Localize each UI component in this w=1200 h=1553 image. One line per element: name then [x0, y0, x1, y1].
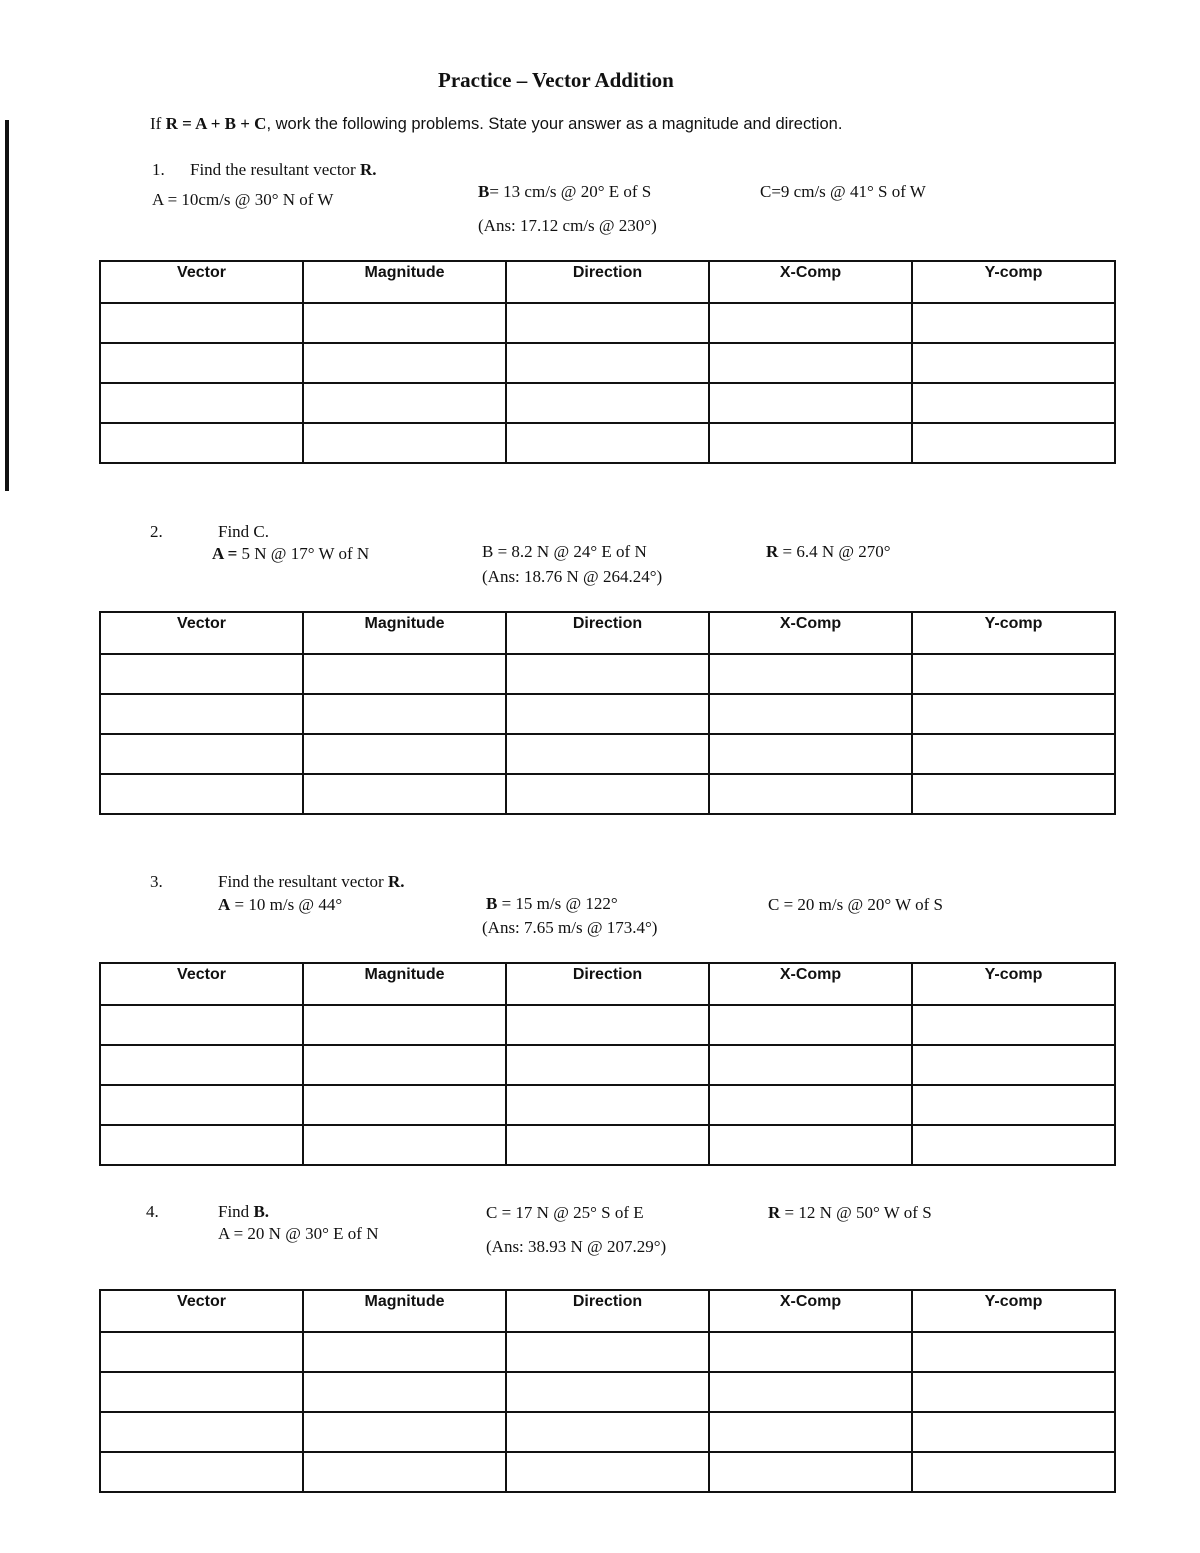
problem-4-vector-a-value: = 20 N @ 30° E of N: [229, 1224, 379, 1243]
problem-4-task-text: Find: [218, 1202, 254, 1221]
table-cell[interactable]: [709, 1005, 912, 1045]
problem-2-table: [99, 611, 1116, 815]
table-cell[interactable]: [709, 1125, 912, 1165]
problem-2-vector-a-label: A =: [212, 544, 238, 563]
table-cell[interactable]: [100, 694, 303, 734]
table-cell[interactable]: [506, 1332, 709, 1372]
header-x-comp: X-Comp: [709, 963, 912, 1005]
problem-4-task-bold: B.: [253, 1202, 270, 1221]
margin-mark-bottom: [5, 175, 9, 491]
table-cell[interactable]: [912, 1005, 1115, 1045]
table-row: [100, 734, 1115, 774]
problem-1-vector-a-value: = 10cm/s @ 30° N of W: [167, 190, 334, 209]
problem-4-number: 4.: [146, 1202, 159, 1221]
table-cell[interactable]: [506, 654, 709, 694]
header-direction: Direction: [506, 612, 709, 654]
problem-3-vector-c: [768, 895, 943, 915]
table-cell[interactable]: [506, 343, 709, 383]
problem-1-vector-c: [760, 182, 926, 202]
header-vector: Vector: [100, 261, 303, 303]
table-cell[interactable]: [303, 774, 506, 814]
problem-2-vector-b: [482, 542, 647, 562]
problem-2-vector-r-value: = 6.4 N @ 270°: [778, 542, 891, 561]
table-cell[interactable]: [709, 1085, 912, 1125]
problem-3-task: [218, 872, 405, 892]
problem-3-vector-a-value: = 10 m/s @ 44°: [230, 895, 343, 914]
table-cell[interactable]: [709, 303, 912, 343]
problem-3-task-bold: R.: [387, 872, 405, 891]
table-cell[interactable]: [709, 383, 912, 423]
problem-3-task-text: Find the resultant vector: [218, 872, 388, 891]
problem-4-vector-r-label: R: [768, 1203, 781, 1222]
table-cell[interactable]: [709, 1332, 912, 1372]
problem-1-task-bold: R.: [359, 160, 377, 179]
table-cell[interactable]: [303, 1005, 506, 1045]
problem-4-answer: (Ans: 38.93 N @ 207.29°): [486, 1237, 667, 1256]
table-cell[interactable]: [709, 1412, 912, 1452]
problem-1-vector-a-label: A: [152, 190, 164, 209]
header-magnitude: Magnitude: [303, 1290, 506, 1332]
problem-2-vector-a-value: 5 N @ 17° W of N: [237, 544, 370, 563]
table-cell[interactable]: [303, 1332, 506, 1372]
problem-4-vector-c: [486, 1203, 644, 1223]
table-cell[interactable]: [709, 343, 912, 383]
table-row: [100, 383, 1115, 423]
problem-2-answer: (Ans: 18.76 N @ 264.24°): [482, 567, 663, 586]
problem-1-vector-b-label: B: [478, 182, 490, 201]
table-cell[interactable]: [303, 423, 506, 463]
problem-1-vector-b-value: = 13 cm/s @ 20° E of S: [489, 182, 652, 201]
problem-3-vector-c-label: C: [768, 895, 780, 914]
problem-1-vector-c-label: C: [760, 182, 772, 201]
table-cell[interactable]: [303, 694, 506, 734]
problem-1-table: [99, 260, 1116, 464]
problem-4-vector-c-label: C: [486, 1203, 498, 1222]
table-cell[interactable]: [709, 654, 912, 694]
table-cell[interactable]: [912, 1412, 1115, 1452]
problem-1-answer: (Ans: 17.12 cm/s @ 230°): [478, 216, 657, 235]
header-vector: Vector: [100, 963, 303, 1005]
table-cell[interactable]: [912, 343, 1115, 383]
problem-4-vector-r: [768, 1203, 932, 1223]
table-row: [100, 1452, 1115, 1492]
table-cell[interactable]: [303, 303, 506, 343]
table-cell[interactable]: [303, 1085, 506, 1125]
table-cell[interactable]: [912, 303, 1115, 343]
table-cell[interactable]: [303, 1452, 506, 1492]
table-row: [100, 1372, 1115, 1412]
table-cell[interactable]: [506, 694, 709, 734]
problem-4-task: [218, 1202, 269, 1222]
problem-1-vector-a: [152, 190, 333, 210]
table-row: [100, 1045, 1115, 1085]
problem-3-vector-c-value: = 20 m/s @ 20° W of S: [779, 895, 943, 914]
table-cell[interactable]: [100, 774, 303, 814]
table-cell[interactable]: [506, 1452, 709, 1492]
header-direction: Direction: [506, 963, 709, 1005]
table-row: [100, 774, 1115, 814]
table-cell[interactable]: [100, 303, 303, 343]
problem-3-vector-b: [486, 894, 618, 914]
table-cell[interactable]: [100, 1085, 303, 1125]
table-cell[interactable]: [303, 1045, 506, 1085]
table-cell[interactable]: [709, 423, 912, 463]
table-cell[interactable]: [912, 774, 1115, 814]
table-cell[interactable]: [100, 1412, 303, 1452]
table-cell[interactable]: [100, 423, 303, 463]
table-header-row: [100, 261, 1115, 303]
problem-2-number: 2.: [150, 522, 163, 541]
header-direction: Direction: [506, 261, 709, 303]
table-cell[interactable]: [100, 383, 303, 423]
table-cell[interactable]: [506, 1125, 709, 1165]
table-cell[interactable]: [912, 694, 1115, 734]
header-magnitude: Magnitude: [303, 963, 506, 1005]
problem-3-number: 3.: [150, 872, 163, 891]
problem-3-table: [99, 962, 1116, 1166]
problem-3-vector-a: [218, 895, 342, 915]
problem-2-vector-a: [212, 544, 369, 564]
table-cell[interactable]: [100, 1125, 303, 1165]
table-cell[interactable]: [100, 343, 303, 383]
problem-2-vector-r-label: R: [766, 542, 779, 561]
table-row: [100, 343, 1115, 383]
table-cell[interactable]: [912, 1372, 1115, 1412]
table-row: [100, 654, 1115, 694]
table-cell[interactable]: [303, 654, 506, 694]
table-cell[interactable]: [506, 383, 709, 423]
problem-2-vector-r: [766, 542, 891, 562]
problem-4-table: [99, 1289, 1116, 1493]
header-x-comp: X-Comp: [709, 1290, 912, 1332]
table-cell[interactable]: [506, 423, 709, 463]
table-row: [100, 1332, 1115, 1372]
header-y-comp: Y-comp: [912, 1290, 1115, 1332]
intro-suffix: , work the following problems. State your answer as a magnitude and direction.: [266, 115, 843, 133]
table-cell[interactable]: [100, 654, 303, 694]
table-cell[interactable]: [912, 1125, 1115, 1165]
table-cell[interactable]: [912, 1045, 1115, 1085]
table-cell[interactable]: [506, 1412, 709, 1452]
table-cell[interactable]: [912, 654, 1115, 694]
table-cell[interactable]: [912, 423, 1115, 463]
table-cell[interactable]: [100, 1452, 303, 1492]
table-cell[interactable]: [709, 1452, 912, 1492]
header-x-comp: X-Comp: [709, 261, 912, 303]
table-cell[interactable]: [100, 1372, 303, 1412]
table-cell[interactable]: [912, 1452, 1115, 1492]
table-cell[interactable]: [303, 1372, 506, 1412]
problem-3-vector-b-label: B: [486, 894, 498, 913]
table-cell[interactable]: [506, 1085, 709, 1125]
table-row: [100, 1125, 1115, 1165]
problem-3-answer: (Ans: 7.65 m/s @ 173.4°): [482, 918, 658, 937]
problem-4-vector-a-label: A: [218, 1224, 230, 1243]
table-cell[interactable]: [100, 1045, 303, 1085]
table-cell[interactable]: [506, 1005, 709, 1045]
table-cell[interactable]: [303, 343, 506, 383]
table-cell[interactable]: [506, 1045, 709, 1085]
table-row: [100, 1005, 1115, 1045]
page-title: Practice – Vector Addition: [438, 68, 674, 92]
table-cell[interactable]: [912, 1085, 1115, 1125]
problem-4-vector-c-value: = 17 N @ 25° S of E: [497, 1203, 644, 1222]
table-cell[interactable]: [709, 1372, 912, 1412]
intro-prefix: If: [150, 114, 166, 133]
table-cell[interactable]: [912, 1332, 1115, 1372]
table-cell[interactable]: [912, 383, 1115, 423]
problem-3-vector-b-value: = 15 m/s @ 122°: [497, 894, 618, 913]
header-y-comp: Y-comp: [912, 612, 1115, 654]
problem-2-vector-b-label: B: [482, 542, 494, 561]
problem-2-task: Find C.: [218, 522, 270, 541]
table-cell[interactable]: [303, 734, 506, 774]
table-cell[interactable]: [709, 734, 912, 774]
table-header-row: [100, 1290, 1115, 1332]
table-cell[interactable]: [303, 1412, 506, 1452]
table-row: [100, 1085, 1115, 1125]
problem-1-task-text: Find the resultant vector: [190, 160, 360, 179]
header-y-comp: Y-comp: [912, 261, 1115, 303]
table-cell[interactable]: [303, 1125, 506, 1165]
header-magnitude: Magnitude: [303, 261, 506, 303]
header-magnitude: Magnitude: [303, 612, 506, 654]
table-row: [100, 303, 1115, 343]
table-cell[interactable]: [506, 303, 709, 343]
header-vector: Vector: [100, 612, 303, 654]
problem-4-vector-r-value: = 12 N @ 50° W of S: [780, 1203, 932, 1222]
table-cell[interactable]: [506, 774, 709, 814]
table-cell[interactable]: [709, 694, 912, 734]
intro-line: [150, 114, 842, 134]
table-cell[interactable]: [506, 1372, 709, 1412]
table-row: [100, 423, 1115, 463]
table-header-row: [100, 963, 1115, 1005]
header-y-comp: Y-comp: [912, 963, 1115, 1005]
table-cell[interactable]: [912, 734, 1115, 774]
problem-1-task: [190, 160, 377, 180]
problem-4-vector-a: [218, 1224, 378, 1244]
table-cell[interactable]: [506, 734, 709, 774]
problem-2-vector-b-value: = 8.2 N @ 24° E of N: [493, 542, 647, 561]
header-vector: Vector: [100, 1290, 303, 1332]
table-header-row: [100, 612, 1115, 654]
table-row: [100, 1412, 1115, 1452]
table-cell[interactable]: [100, 734, 303, 774]
header-x-comp: X-Comp: [709, 612, 912, 654]
problem-1-vector-b: [478, 182, 651, 202]
table-cell[interactable]: [709, 1045, 912, 1085]
header-direction: Direction: [506, 1290, 709, 1332]
problem-3-vector-a-label: A: [218, 895, 231, 914]
table-cell[interactable]: [100, 1005, 303, 1045]
table-row: [100, 694, 1115, 734]
problem-1-vector-c-value: =9 cm/s @ 41° S of W: [771, 182, 926, 201]
intro-equation: R = A + B + C: [165, 114, 267, 133]
problem-1-number: 1.: [152, 160, 165, 179]
table-cell[interactable]: [303, 383, 506, 423]
table-cell[interactable]: [709, 774, 912, 814]
table-cell[interactable]: [100, 1332, 303, 1372]
